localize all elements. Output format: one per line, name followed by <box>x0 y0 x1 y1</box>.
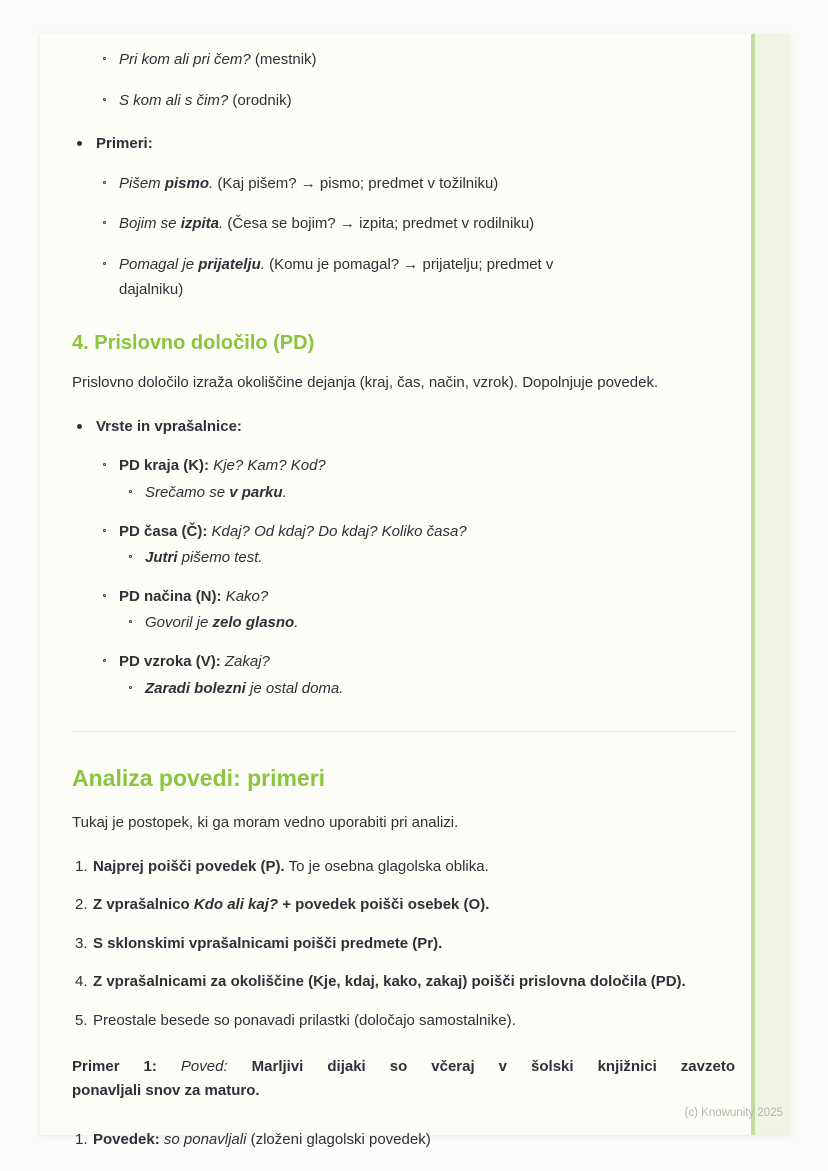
step-text <box>93 855 735 880</box>
circle-bullet-icon <box>103 221 106 224</box>
vrste-label: Vrste in vprašalnice: <box>96 417 242 435</box>
step-bold: S sklonskimi vprašalnicami poišči predmete (Pr). <box>93 934 443 952</box>
example-post: pišemo test. <box>177 549 263 567</box>
povedek-label: Povedek: <box>93 1130 160 1148</box>
step-text <box>93 970 705 995</box>
pd-kind-text <box>119 454 735 479</box>
example-text <box>119 172 735 197</box>
list-item-pd-example <box>72 546 735 571</box>
list-item-vrste-label <box>72 415 735 440</box>
pd-kind-questions: Kdaj? Od kdaj? Do kdaj? Koliko časa? <box>211 522 467 540</box>
step-question: Kdo ali kaj? <box>193 896 279 914</box>
example-keyword: v parku <box>229 483 283 501</box>
case-note: (orodnik) <box>228 91 292 109</box>
pd-example-text <box>145 481 735 506</box>
list-item-pd-kind <box>72 520 735 545</box>
example-keyword: Zaradi bolezni <box>145 679 246 697</box>
step-plain: Preostale besede so ponavadi prilastki (določajo samostalnike). <box>93 1011 516 1029</box>
example-pre: Bojim se <box>119 215 181 233</box>
povedek-text <box>93 1128 735 1153</box>
step-item <box>72 1009 735 1034</box>
example-pre: Srečamo se <box>145 483 230 501</box>
list-item-pd-kind <box>72 585 735 610</box>
watermark: (c) Knowunity 2025 <box>684 1107 783 1119</box>
step-bold: + povedek poišči osebek (O). <box>278 896 490 914</box>
section-description: Prislovno določilo izraža okoliščine dejanja (kraj, čas, način, vzrok). Dopolnjuje povedek. <box>72 374 659 392</box>
document-page <box>40 34 790 1148</box>
question-text: Pri kom ali pri čem? <box>119 51 251 68</box>
disc-bullet-icon <box>77 424 82 429</box>
primer1-line1 <box>72 1055 735 1080</box>
example-post: . <box>282 483 287 501</box>
pd-kind-label: PD kraja (K): <box>119 457 210 475</box>
example-keyword: zelo glasno <box>212 614 295 632</box>
pd-example-text <box>145 677 735 702</box>
step-bold: Najprej poišči povedek (P). <box>93 857 285 875</box>
step-text <box>93 893 735 918</box>
step-item <box>72 855 735 880</box>
list-item <box>72 89 735 114</box>
circle-bullet-icon <box>103 262 106 265</box>
disc-bullet-icon <box>77 141 82 146</box>
example-keyword: pismo <box>164 174 210 192</box>
circle-bullet-icon <box>129 686 132 689</box>
step-item <box>72 893 735 918</box>
primer1-paragraph <box>72 1055 735 1104</box>
circle-bullet-icon <box>129 490 132 493</box>
poved-label: Poved: <box>180 1057 228 1075</box>
circle-bullet-icon <box>129 620 132 623</box>
example-post: . <box>294 614 299 632</box>
circle-bullet-icon <box>103 659 106 662</box>
list-item-text <box>119 89 735 114</box>
circle-bullet-icon <box>129 555 132 558</box>
list-item-pd-example <box>72 611 735 636</box>
step-number: 2. <box>75 896 88 914</box>
example-keyword: izpita <box>180 215 220 233</box>
step-number: 3. <box>75 934 88 952</box>
example-text <box>119 212 735 237</box>
example-note: (Česa se bojim? → izpita; predmet v rodilniku) <box>223 215 535 233</box>
list-item-text <box>119 48 735 73</box>
pd-kind-label: PD načina (N): <box>119 587 222 605</box>
step-number: 5. <box>75 1011 88 1029</box>
example-pre: Govoril je <box>145 614 213 632</box>
question-text: S kom ali s čim? <box>119 91 229 109</box>
section-divider <box>72 731 735 732</box>
example-keyword: prijatelju <box>198 255 261 273</box>
step-text <box>93 932 735 957</box>
section-heading-analiza-povedi: Analiza povedi: primeri <box>72 765 326 792</box>
primer1-line2: ponavljali snov za maturo. <box>72 1082 260 1100</box>
pd-example-text <box>145 611 735 636</box>
document-content <box>72 48 735 1166</box>
circle-bullet-icon <box>103 594 106 597</box>
step-rest: To je osebna glagolska oblika. <box>284 857 489 875</box>
list-item <box>72 48 735 73</box>
pd-kind-label: PD časa (Č): <box>119 522 208 540</box>
pd-kind-text <box>119 585 735 610</box>
example-post: . <box>219 215 224 233</box>
step-bold: Z vprašalnico <box>93 896 194 914</box>
pd-example-text <box>145 546 735 571</box>
circle-bullet-icon <box>103 57 106 60</box>
step-item <box>72 932 735 957</box>
povedek-verb: so ponavljali <box>163 1130 247 1148</box>
analysis-intro: Tukaj je postopek, ki ga moram vedno uporabiti pri analizi. <box>72 813 459 831</box>
primer1-sentence: Marljivi dijaki so včeraj v šolski knjižnici zavzeto <box>251 1057 735 1075</box>
section-heading-prislovno-dolocilo: 4. Prislovno določilo (PD) <box>72 332 315 355</box>
example-pre: Pišem <box>119 174 165 192</box>
pd-kind-text <box>119 650 735 675</box>
circle-bullet-icon <box>103 463 106 466</box>
circle-bullet-icon <box>103 181 106 184</box>
povedek-item <box>72 1128 735 1153</box>
pd-kind-questions: Kje? Kam? Kod? <box>213 457 326 475</box>
pd-kind-label: PD vzroka (V): <box>119 652 221 670</box>
list-item-example <box>72 212 735 237</box>
example-text <box>119 253 597 302</box>
example-post: . <box>260 255 265 273</box>
pd-kind-text <box>119 520 735 545</box>
primer1-label: Primer 1: <box>72 1057 157 1075</box>
list-item-example <box>72 253 735 302</box>
list-item-pd-example <box>72 481 735 506</box>
step-bold: Z vprašalnicami za okoliščine (Kje, kdaj, kako, zakaj) poišči prislovna določila (PD). <box>93 973 686 991</box>
example-pre: Pomagal je <box>119 255 199 273</box>
list-item-primeri-label <box>72 132 735 157</box>
list-item-pd-example <box>72 677 735 702</box>
step-number: 4. <box>75 973 88 991</box>
example-post: je ostal doma. <box>245 679 344 697</box>
step-item <box>72 970 735 995</box>
pd-kind-questions: Zakaj? <box>224 652 270 670</box>
list-item-pd-kind <box>72 650 735 675</box>
step-text <box>93 1009 735 1034</box>
pd-kind-questions: Kako? <box>225 587 269 605</box>
list-item-pd-kind <box>72 454 735 479</box>
circle-bullet-icon <box>103 529 106 532</box>
case-note: (mestnik) <box>250 51 317 68</box>
page-edge-stripe <box>751 34 790 1135</box>
list-item-example <box>72 172 735 197</box>
circle-bullet-icon <box>103 98 106 101</box>
povedek-note: (zloženi glagolski povedek) <box>246 1130 431 1148</box>
example-note: (Kaj pišem? → pismo; predmet v tožilniku) <box>213 174 499 192</box>
example-keyword: Jutri <box>145 549 178 567</box>
example-post: . <box>209 174 214 192</box>
step-number: 1. <box>75 857 88 875</box>
example-note: (Komu je pomagal? → prijatelju; predmet v dajalniku) <box>119 255 554 298</box>
step-number: 1. <box>75 1130 88 1148</box>
primeri-label: Primeri: <box>96 135 153 153</box>
